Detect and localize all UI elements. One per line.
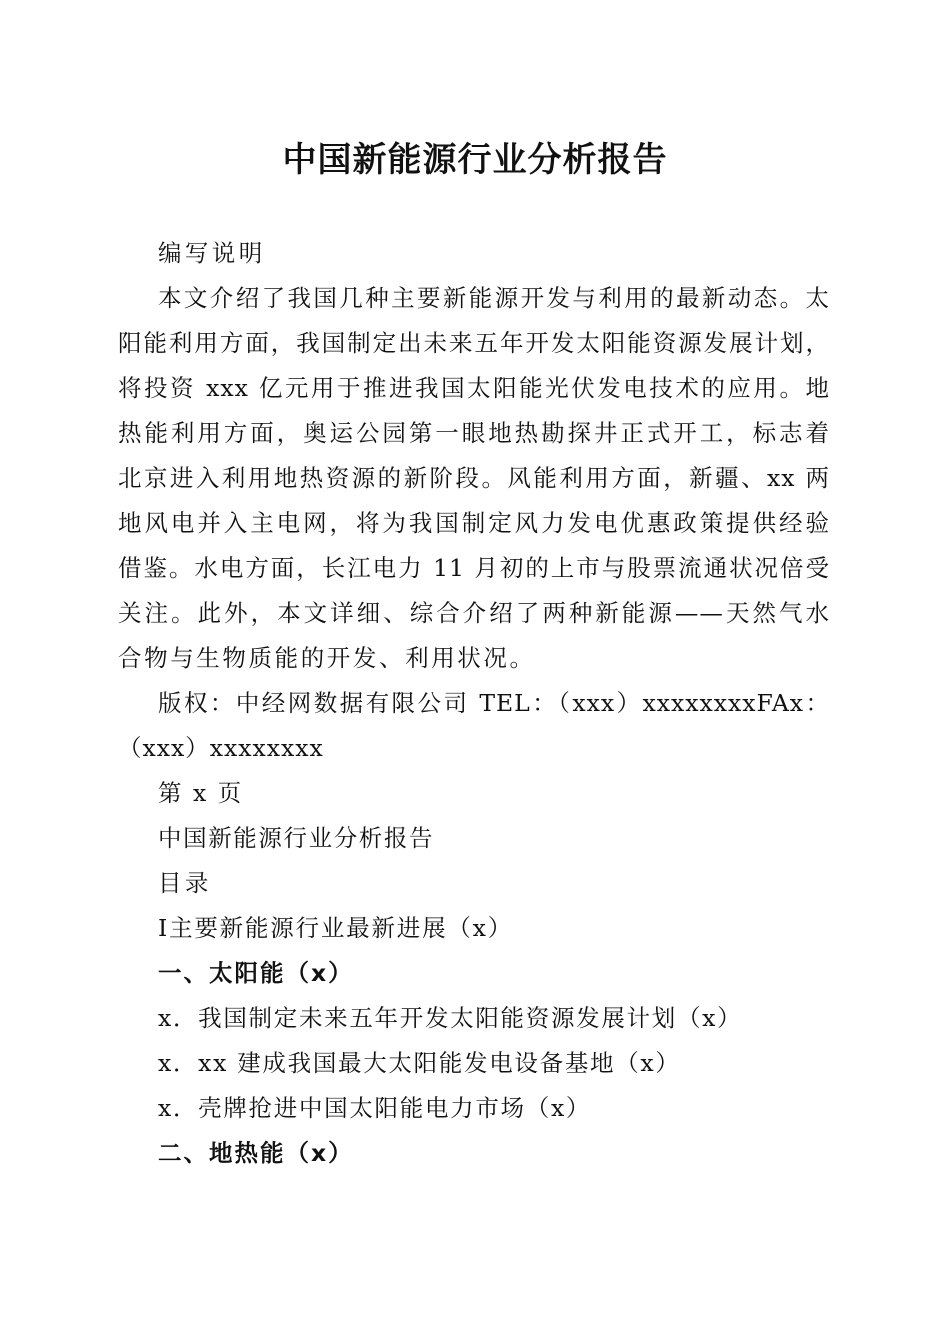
intro-line: 关注。此外，本文详细、综合介绍了两种新能源——天然气水 — [118, 599, 830, 627]
intro-line: 阳能利用方面，我国制定出未来五年开发太阳能资源发展计划， — [118, 329, 830, 357]
page-label: 第 x 页 — [158, 779, 244, 807]
copyright-line: （xxx）xxxxxxxx — [118, 734, 324, 762]
intro-line: 将投资 xxx 亿元用于推进我国太阳能光伏发电技术的应用。地 — [118, 374, 830, 402]
intro-line: 合物与生物质能的开发、利用状况。 — [118, 644, 536, 672]
toc-item: x．我国制定未来五年开发太阳能资源发展计划（x） — [158, 1004, 743, 1032]
document-title: 中国新能源行业分析报告 — [282, 140, 668, 180]
toc-item: x．xx 建成我国最大太阳能发电设备基地（x） — [158, 1049, 681, 1077]
toc-part-1: Ⅰ主要新能源行业最新进展（x） — [158, 914, 514, 942]
intro-line: 热能利用方面，奥运公园第一眼地热勘探井正式开工，标志着 — [118, 419, 830, 447]
intro-line: 地风电并入主电网，将为我国制定风力发电优惠政策提供经验 — [118, 509, 830, 537]
preface-heading: 编写说明 — [158, 239, 266, 267]
report-title-repeat: 中国新能源行业分析报告 — [158, 824, 435, 852]
intro-line: 借鉴。水电方面，长江电力 11 月初的上市与股票流通状况倍受 — [118, 554, 830, 582]
toc-section-geothermal: 二、地热能（x） — [158, 1139, 354, 1167]
intro-line: 本文介绍了我国几种主要新能源开发与利用的最新动态。太 — [158, 284, 830, 312]
toc-item: x．壳牌抢进中国太阳能电力市场（x） — [158, 1094, 592, 1122]
toc-section-solar: 一、太阳能（x） — [158, 959, 354, 987]
copyright-line: 版权：中经网数据有限公司 TEL：（xxx）xxxxxxxxFAx： — [158, 689, 830, 717]
toc-heading: 目录 — [158, 869, 212, 897]
intro-line: 北京进入利用地热资源的新阶段。风能利用方面，新疆、xx 两 — [118, 464, 830, 492]
